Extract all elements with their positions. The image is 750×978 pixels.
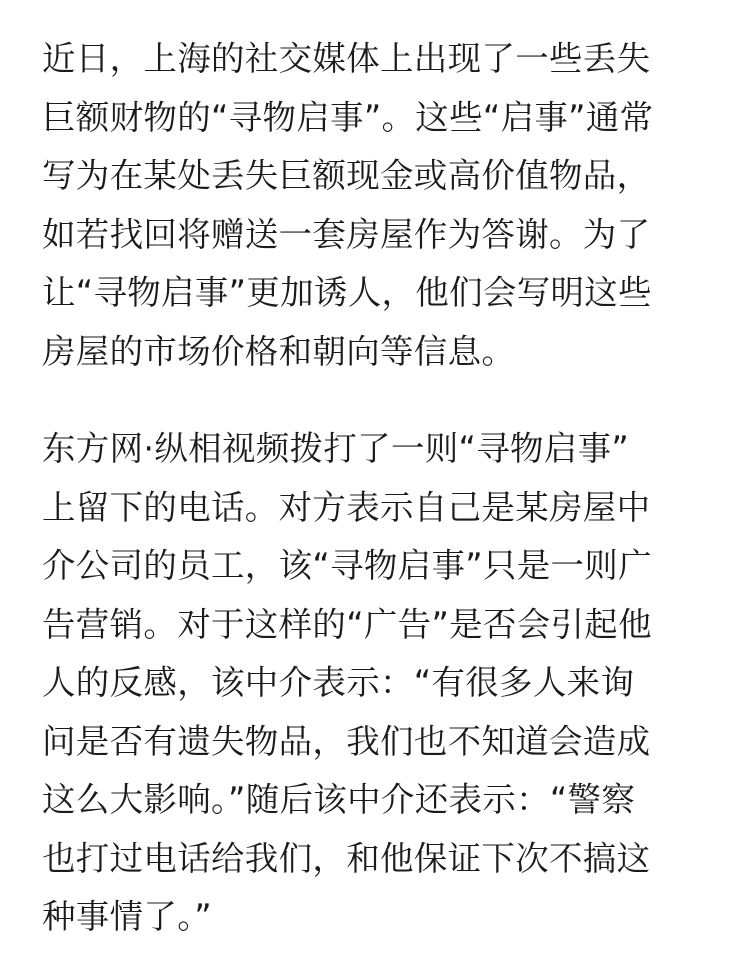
text-line: 房屋的市场价格和朝向等信息。 [42,331,516,371]
text-line: 巨额财物的“寻物启事”。这些“启事”通常 [42,97,654,137]
text-line: 近日，上海的社交媒体上出现了一些丢失 [42,39,651,78]
text-line: 写为在某处丢失巨额现金或高价值物品， [42,156,651,195]
text-line: 如若找回将赠送一套房屋作为答谢。为了 [42,214,651,254]
text-line: 告营销。对于这样的“广告”是否会引起他 [42,604,652,644]
paragraph-2 [42,420,722,947]
article-body [42,30,722,947]
paragraph-1 [42,30,722,381]
text-line: 人的反感，该中介表示：“有很多人来询 [42,663,635,702]
text-line: 这么大影响。”随后该中介还表示：“警察 [42,780,636,819]
text-line: 种事情了。” [42,897,212,936]
text-line: 介公司的员工，该“寻物启事”只是一则广 [42,546,652,585]
text-line: 让“寻物启事”更加诱人，他们会写明这些 [42,273,652,312]
text-line: 东方网·纵相视频拨打了一则“寻物启事” [42,429,630,468]
text-line: 也打过电话给我们，和他保证下次不搞这 [42,838,651,878]
text-line: 上留下的电话。对方表示自己是某房屋中 [42,487,651,527]
text-line: 问是否有遗失物品，我们也不知道会造成 [42,721,651,761]
